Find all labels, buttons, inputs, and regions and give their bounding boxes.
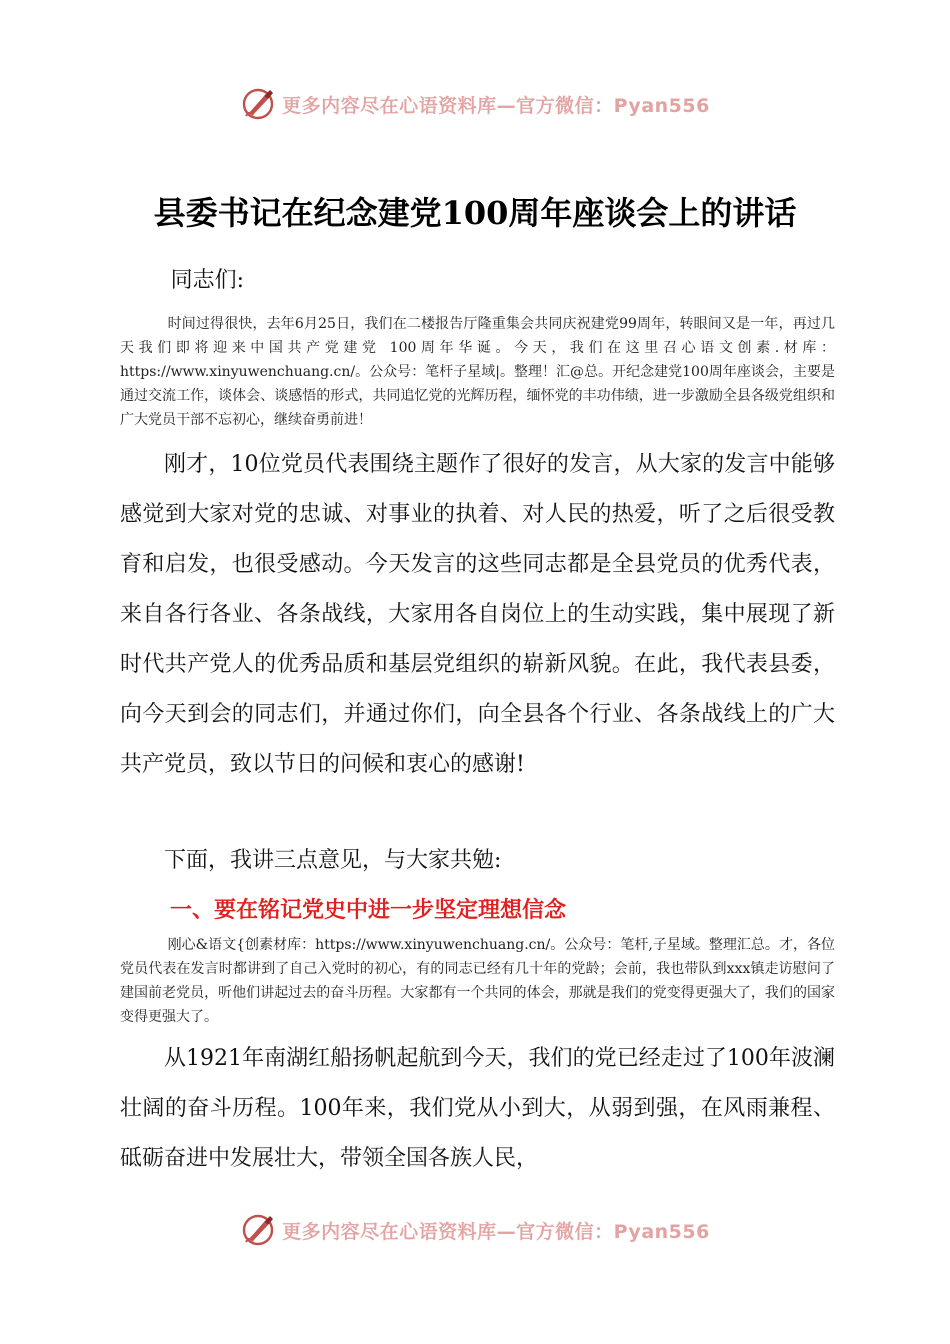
header-watermark-banner bbox=[0, 84, 950, 124]
document-title: 县委书记在纪念建党100周年座谈会上的讲话 bbox=[153, 194, 797, 232]
paragraph-small-2: 刚心&语文{创素材库：https://www.xinyuwenchuang.cn/。公众号：笔杆,子星域。整理汇总。才，各位党员代表在发言时都讲到了自己入党时的初心，有的同志已经有几十年的党龄；会前，我也带队到xxx镇走访慰问了建国前老党员，听他们讲起过去的奋斗历程。大家都有一个共同的体会，那就是我们的党变得更强大了，我们的国家变得更强大了。 bbox=[120, 937, 835, 1025]
banner-text: 更多内容尽在心语资料库—官方微信：Pyan556 bbox=[282, 1220, 710, 1243]
banner-text: 更多内容尽在心语资料库—官方微信：Pyan556 bbox=[282, 94, 710, 117]
footer-watermark-banner bbox=[0, 1210, 950, 1250]
greeting: 同志们: bbox=[170, 268, 245, 293]
paragraph-4: 从1921年南湖红船扬帆起航到今天，我们的党已经走过了100年波澜壮阔的奋斗历程。100年来，我们党从小到大，从弱到强，在风雨兼程、砥砺奋进中发展壮大，带领全国各族人民， bbox=[120, 1046, 835, 1171]
pen-in-circle-icon bbox=[240, 1212, 276, 1248]
pen-in-circle-icon bbox=[240, 86, 276, 122]
paragraph-3: 下面，我讲三点意见，与大家共勉: bbox=[164, 848, 502, 873]
section-heading-1: 一、要在铭记党史中进一步坚定理想信念 bbox=[170, 898, 567, 923]
paragraph-2: 刚才，10位党员代表围绕主题作了很好的发言，从大家的发言中能够感觉到大家对党的忠诚、对事业的执着、对人民的热爱，听了之后很受教育和启发，也很受感动。今天发言的这些同志都是全县党员的优秀代表，来自各行各业、各条战线，大家用各自岗位上的生动实践，集中展现了新时代共产党人的优秀品质和基层党组织的崭新风貌。在此，我代表县委，向今天到会的同志们，并通过你们，向全县各个行业、各条战线上的广大共产党员，致以节日的问候和衷心的感谢! bbox=[120, 452, 835, 777]
paragraph-small-1: 时间过得很快，去年6月25日，我们在二楼报告厅隆重集会共同庆祝建党99周年，转眼间又是一年，再过几天我们即将迎来中国共产党建党 100周年华诞。今天，我们在这里召心语文创素.材库：https://www.xinyuwenchuang.cn/。公众号：笔杆子星域|。整理！汇@总。开纪念建党100周年座谈会，主要是通过交流工作，谈体会、谈感悟的形式，共同追忆党的光辉历程，缅怀党的丰功伟绩，进一步激励全县各级党组织和广大党员干部不忘初心，继续奋勇前进！ bbox=[120, 316, 835, 428]
